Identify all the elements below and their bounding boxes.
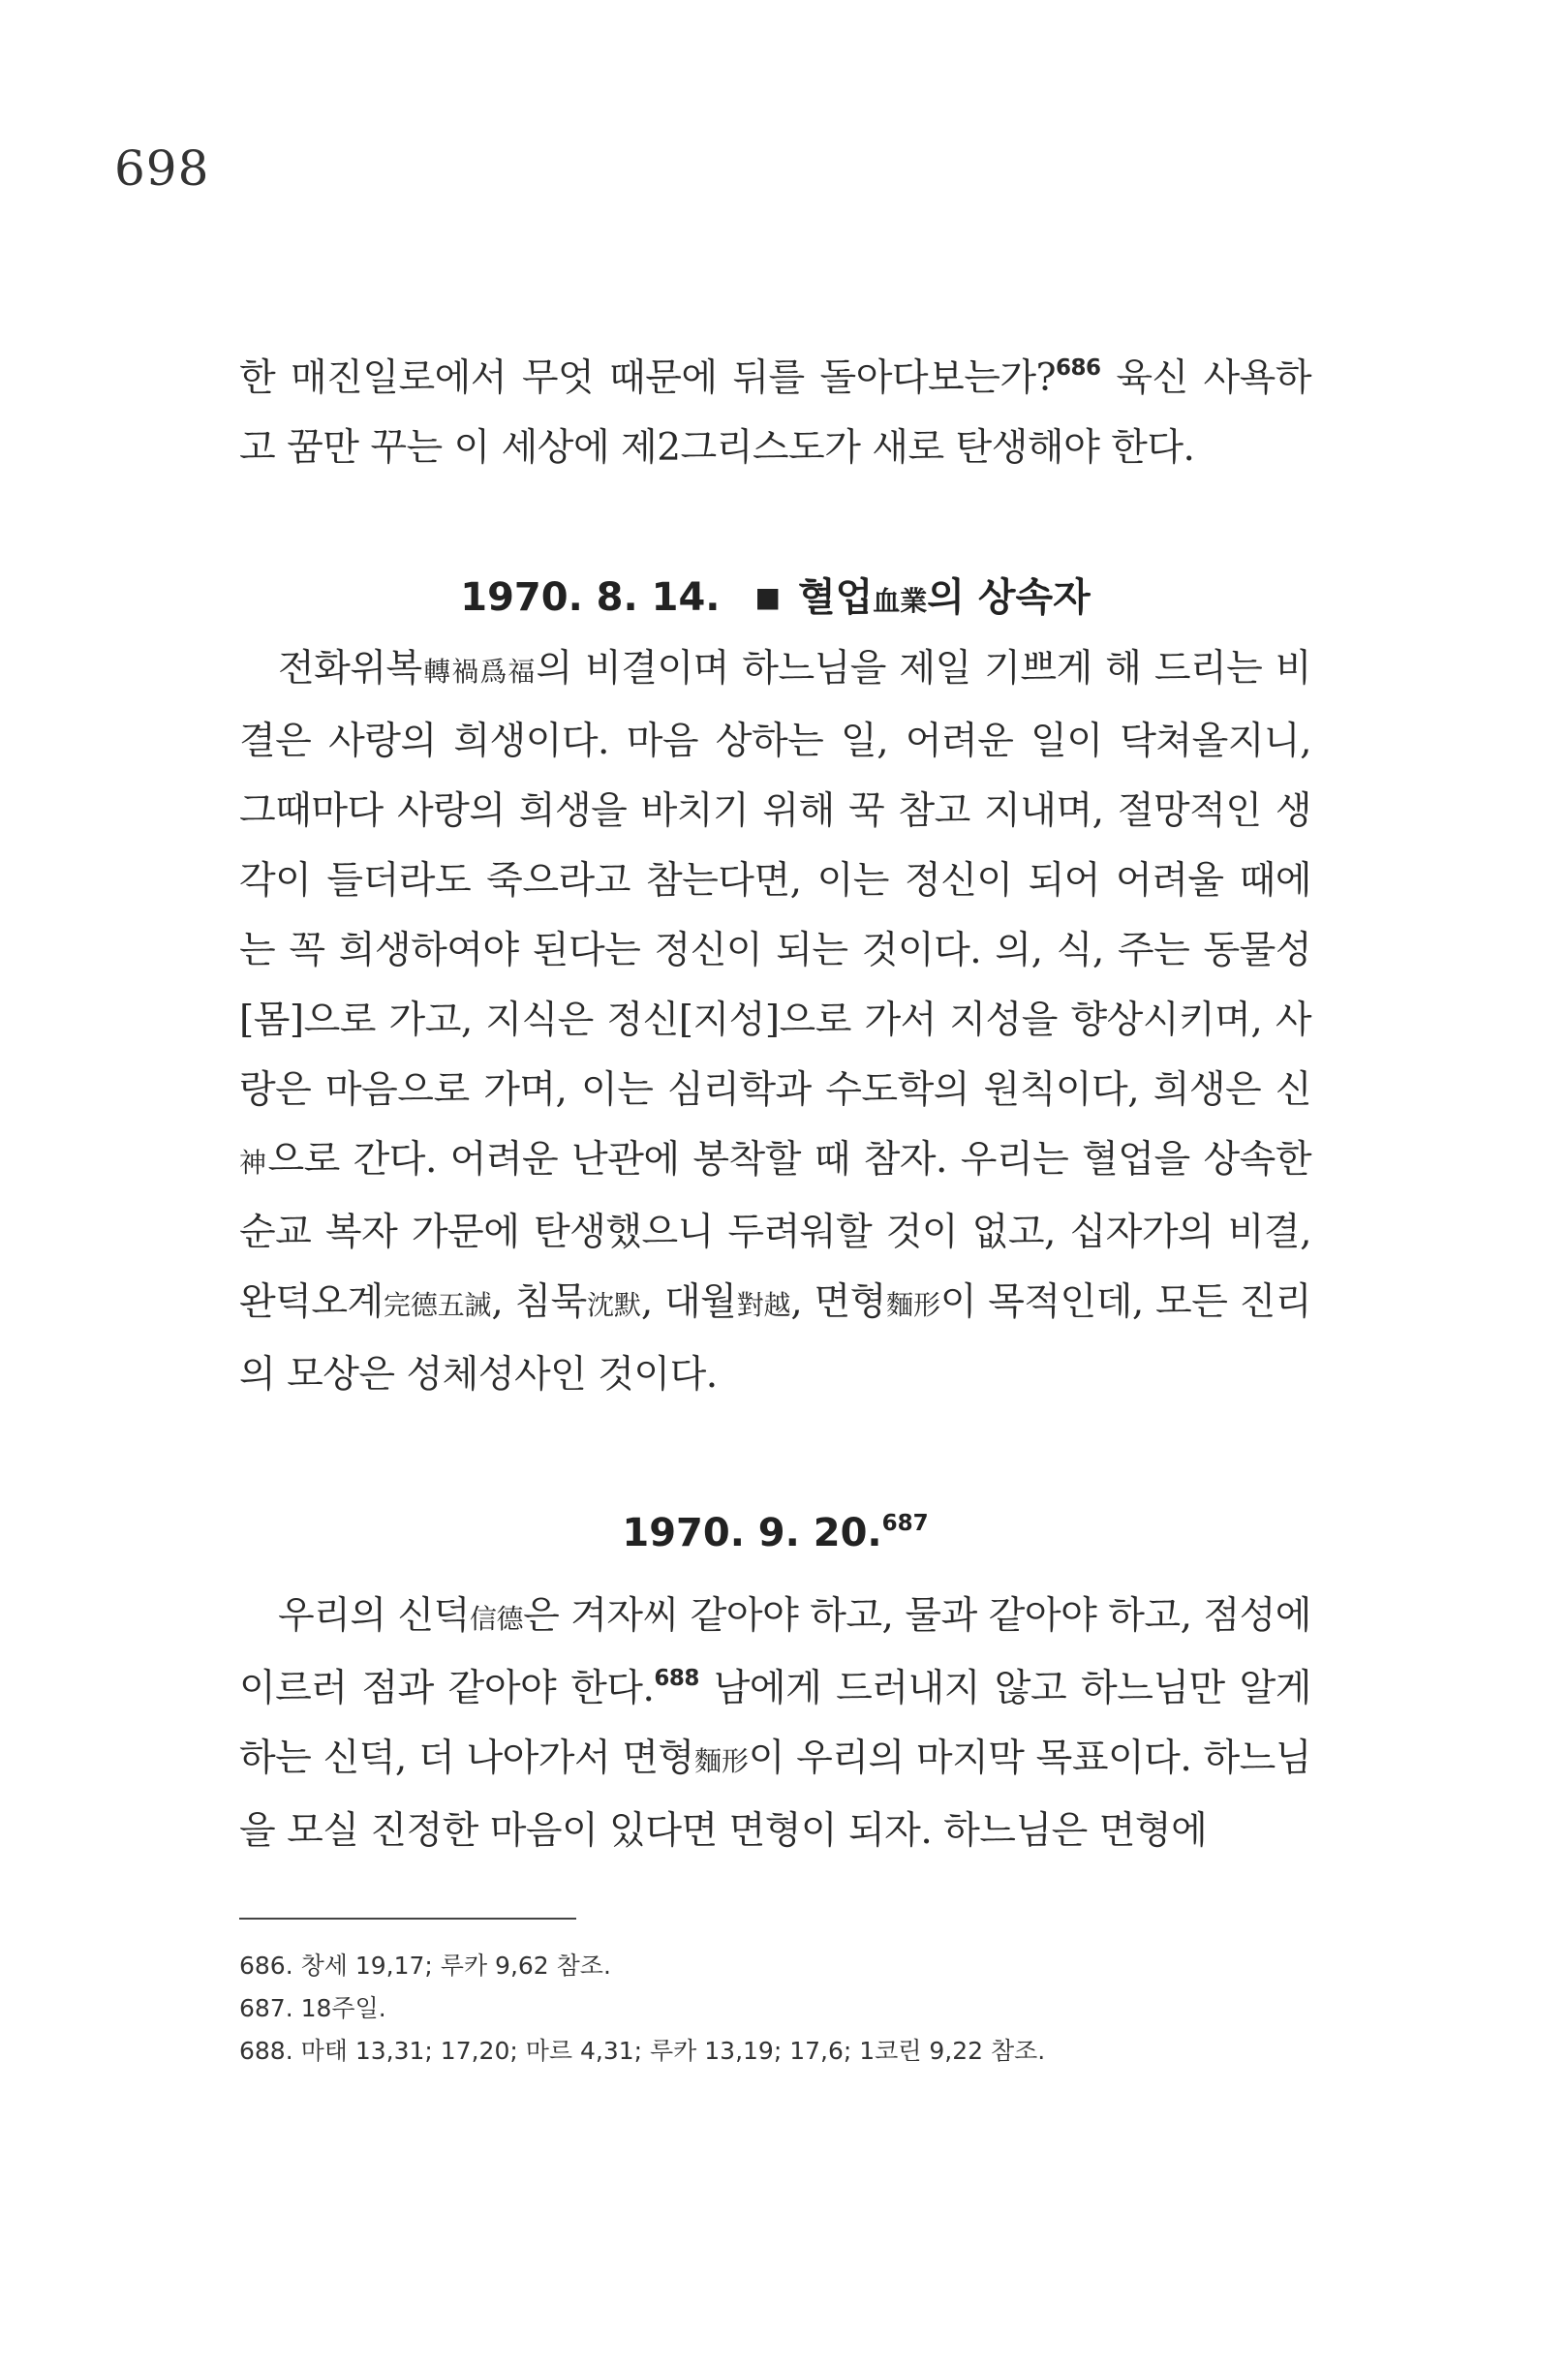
section2-heading-block xyxy=(239,1511,1311,1555)
s2-hanja-1: 信德 xyxy=(469,1603,524,1635)
s1-hanja-5: 對越 xyxy=(736,1289,791,1321)
s1-text-1: 전화위복 xyxy=(278,647,422,691)
s1-hanja-6: 麵形 xyxy=(885,1289,940,1321)
s2-text-1: 우리의 신덕 xyxy=(278,1594,470,1638)
s2-text-2: 은 겨자씨 같아야 하고, 물과 같아야 하고, 점성에 이르러 점과 같아야 한다. xyxy=(239,1594,1311,1710)
footnote-ref-686: 686 xyxy=(1055,355,1101,381)
section1-body-block xyxy=(239,634,1311,1410)
section1-title-a: 혈업 xyxy=(797,575,874,620)
s1-text-2: 의 비결이며 하느님을 제일 기쁘게 해 드리는 비결은 사랑의 희생이다. 마음 상하는 일, 어려운 일이 닥쳐올지니, 그때마다 사랑의 희생을 바치기 위해 꾹 참고 지내며, 절망적인 생각이 들더라도 죽으라고 참는다면, 이는 정신이 되어 어려울 때에는 꼭 희생하여야 된다는 정신이 되는 것이다. 의, 식, 주는 동물성[몸]으로 가고, 지식은 정신[지성]으로 가서 지성을 향상시키며, 사랑은 마음으로 가며, 이는 심리학과 수도학의 원칙이다, 희생은 신 xyxy=(239,647,1311,1112)
section2-paragraph xyxy=(239,1582,1311,1866)
footnote-688: 688. 마태 13,31; 17,20; 마르 4,31; 루카 13,19; 17,6; 1코린 9,22 참조. xyxy=(239,2037,1046,2065)
section1-heading xyxy=(239,567,1311,622)
section2-heading xyxy=(239,1511,1311,1555)
section2-body-block xyxy=(239,1582,1311,1866)
footnote-ref-687: 687 xyxy=(881,1511,929,1536)
s1-text-3: 으로 간다. 어려운 난관에 봉착할 때 참자. 우리는 혈업을 상속한 순교 복자 가문에 탄생했으니 두려워할 것이 없고, 십자가의 비결, 완덕오계 xyxy=(239,1138,1311,1324)
s1-text-6: , 면형 xyxy=(790,1280,886,1324)
intro-text-a: 한 매진일로에서 무엇 때문에 뒤를 돌아다보는가? xyxy=(239,356,1056,400)
s1-text-5: , 대월 xyxy=(640,1280,737,1324)
s1-hanja-4: 沈默 xyxy=(586,1289,641,1321)
s1-hanja-2: 神 xyxy=(239,1147,268,1179)
section1-date: 1970. 8. 14. xyxy=(460,575,721,620)
s1-text-4: , 침묵 xyxy=(491,1280,587,1324)
section1-title-hanja: 血業 xyxy=(873,585,928,617)
footnote-686: 686. 창세 19,17; 루카 9,62 참조. xyxy=(239,1952,611,1980)
section1-heading-block xyxy=(239,567,1311,622)
s2-text-4: 이 우리의 마지막 목표이다. 하느님을 모실 진정한 마음이 있다면 면형이 되자. 하느님은 면형에 xyxy=(239,1737,1311,1853)
footnote-687: 687. 18주일. xyxy=(239,1994,386,2022)
intro-text-b: 육신 사욕하고 꿈만 꾸는 이 세상에 제2그리스도가 새로 탄생해야 한다. xyxy=(239,356,1312,470)
s1-text-7: 이 목적인데, 모든 진리의 모상은 성체성사인 것이다. xyxy=(239,1280,1311,1397)
s1-hanja-3: 完德五誡 xyxy=(383,1289,492,1321)
section2-date: 1970. 9. 20. xyxy=(622,1511,882,1555)
s2-text-3: 남에게 드러내지 않고 하느님만 알게 하는 신덕, 더 나아가서 면형 xyxy=(239,1667,1311,1780)
footnote-divider xyxy=(239,1918,576,1920)
square-bullet-icon: ■ xyxy=(754,581,781,613)
section1-title-b: 의 상속자 xyxy=(927,575,1091,620)
s2-hanja-2: 麵形 xyxy=(693,1745,749,1777)
page-number: 698 xyxy=(114,140,210,197)
footnotes xyxy=(239,1945,1045,2073)
intro-paragraph xyxy=(239,344,1311,483)
footnote-ref-688: 688 xyxy=(654,1666,699,1691)
section1-paragraph xyxy=(239,634,1311,1410)
intro-paragraph-block xyxy=(239,344,1311,483)
s1-hanja-1: 轉禍爲福 xyxy=(421,656,537,688)
